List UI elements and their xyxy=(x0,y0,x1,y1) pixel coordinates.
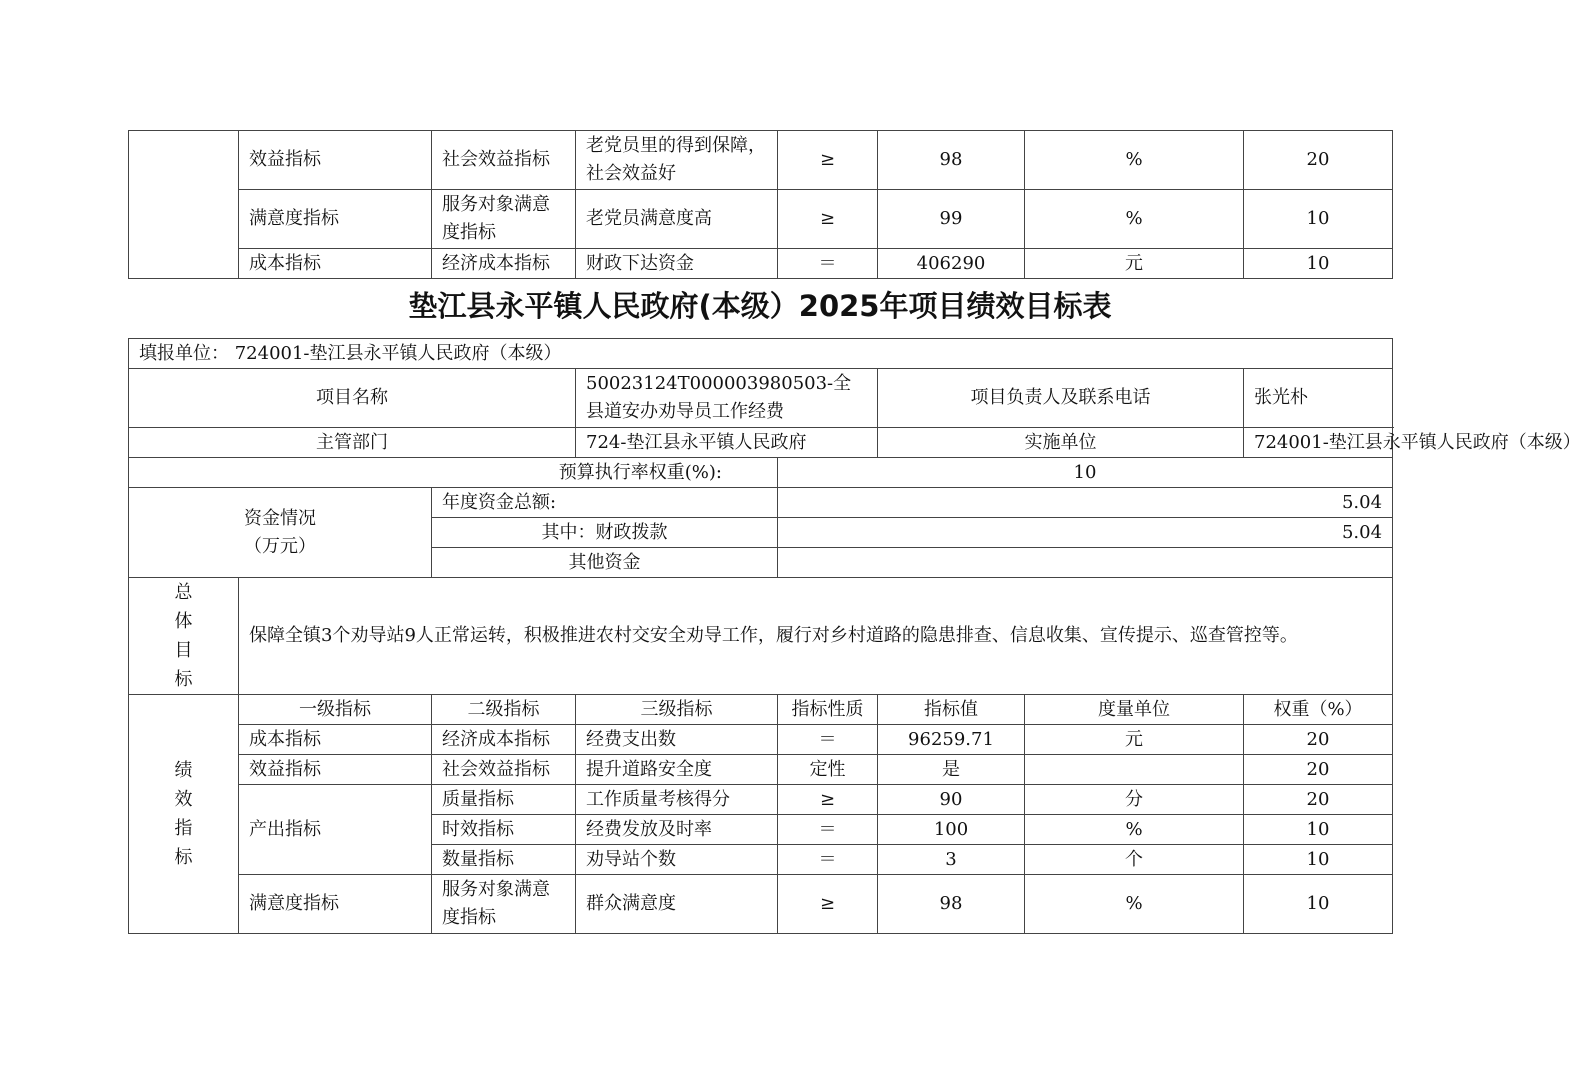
unit-cell xyxy=(1025,755,1244,785)
level1-cell: 产出指标 xyxy=(239,785,432,875)
leader-label: 项目负责人及联系电话 xyxy=(878,369,1244,428)
unit-cell: 元 xyxy=(1025,249,1244,279)
level3-cell: 工作质量考核得分 xyxy=(576,785,778,815)
project-name-label: 项目名称 xyxy=(129,369,576,428)
impl-label: 实施单位 xyxy=(878,428,1244,458)
table-row xyxy=(129,695,1393,725)
table-row xyxy=(129,249,1393,279)
nature-cell: ≥ xyxy=(778,785,878,815)
table-row xyxy=(129,785,1393,815)
nature-cell: 定性 xyxy=(778,755,878,785)
level3-cell: 老党员里的得到保障，社会效益好 xyxy=(576,131,778,190)
level3-cell: 劝导站个数 xyxy=(576,845,778,875)
level2-cell: 时效指标 xyxy=(432,815,576,845)
value-cell: 98 xyxy=(878,131,1025,190)
weight-cell: 10 xyxy=(1244,190,1393,249)
fund-fiscal: 5.04 xyxy=(778,518,1393,548)
table-row xyxy=(129,488,1393,518)
fund-total-label: 年度资金总额: xyxy=(432,488,778,518)
budget-weight: 10 xyxy=(778,458,1393,488)
table-row xyxy=(129,131,1393,190)
level3-cell: 老党员满意度高 xyxy=(576,190,778,249)
table-row xyxy=(129,339,1393,369)
value-cell: 406290 xyxy=(878,249,1025,279)
value-cell: 98 xyxy=(878,875,1025,934)
value-cell: 96259.71 xyxy=(878,725,1025,755)
perf-label: 绩 效 指 标 xyxy=(129,695,239,934)
unit-cell: % xyxy=(1025,875,1244,934)
level2-cell: 质量指标 xyxy=(432,785,576,815)
level3-cell: 财政下达资金 xyxy=(576,249,778,279)
dept-label: 主管部门 xyxy=(129,428,576,458)
fund-label-line2: （万元） xyxy=(244,535,316,557)
table-row xyxy=(129,428,1393,458)
weight-cell: 20 xyxy=(1244,725,1393,755)
fund-total: 5.04 xyxy=(778,488,1393,518)
weight-cell: 10 xyxy=(1244,875,1393,934)
nature-cell: ≥ xyxy=(778,190,878,249)
value-cell: 100 xyxy=(878,815,1025,845)
continued-indicator-table xyxy=(128,130,1393,279)
level1-cell: 满意度指标 xyxy=(239,875,432,934)
weight-cell: 10 xyxy=(1244,249,1393,279)
level3-cell: 群众满意度 xyxy=(576,875,778,934)
nature-cell: ≥ xyxy=(778,131,878,190)
level2-cell: 经济成本指标 xyxy=(432,249,576,279)
level2-cell: 服务对象满意度指标 xyxy=(432,875,576,934)
nature-cell: ＝ xyxy=(778,845,878,875)
level2-cell: 数量指标 xyxy=(432,845,576,875)
level1-cell: 效益指标 xyxy=(239,755,432,785)
unit-cell: % xyxy=(1025,131,1244,190)
fund-label xyxy=(129,488,432,578)
project-name: 50023124T000003980503-全县道安办劝导员工作经费 xyxy=(576,369,878,428)
weight-cell: 10 xyxy=(1244,815,1393,845)
weight-cell: 20 xyxy=(1244,785,1393,815)
table-row xyxy=(129,190,1393,249)
unit-cell: 元 xyxy=(1025,725,1244,755)
value-cell: 3 xyxy=(878,845,1025,875)
leader: 张光朴 xyxy=(1244,369,1393,428)
page-title: 垫江县永平镇人民政府(本级）2025年项目绩效目标表 xyxy=(408,289,1112,323)
header-cell: 指标值 xyxy=(878,695,1025,725)
table-row xyxy=(129,578,1393,695)
value-cell: 90 xyxy=(878,785,1025,815)
value-cell: 99 xyxy=(878,190,1025,249)
weight-cell: 10 xyxy=(1244,845,1393,875)
level1-cell: 满意度指标 xyxy=(239,190,432,249)
table-row xyxy=(129,725,1393,755)
level2-cell: 经济成本指标 xyxy=(432,725,576,755)
header-cell: 权重（%） xyxy=(1244,695,1393,725)
level2-cell: 社会效益指标 xyxy=(432,755,576,785)
nature-cell: ≥ xyxy=(778,875,878,934)
header-cell: 指标性质 xyxy=(778,695,878,725)
unit-cell: % xyxy=(1025,815,1244,845)
level2-cell: 社会效益指标 xyxy=(432,131,576,190)
level1-cell: 效益指标 xyxy=(239,131,432,190)
weight-cell: 20 xyxy=(1244,755,1393,785)
header-cell: 二级指标 xyxy=(432,695,576,725)
impl: 724001-垫江县永平镇人民政府（本级） xyxy=(1244,428,1393,458)
unit-cell: 个 xyxy=(1025,845,1244,875)
fund-other xyxy=(778,548,1393,578)
nature-cell: ＝ xyxy=(778,725,878,755)
nature-cell: ＝ xyxy=(778,249,878,279)
goal-label: 总 体 目 标 xyxy=(129,578,239,695)
performance-target-table xyxy=(128,338,1581,934)
weight-cell: 20 xyxy=(1244,131,1393,190)
table-row xyxy=(129,755,1393,785)
unit-cell: 分 xyxy=(1025,785,1244,815)
table-row xyxy=(129,458,1393,488)
header-cell: 一级指标 xyxy=(239,695,432,725)
table-row xyxy=(129,875,1393,934)
level3-cell: 经费支出数 xyxy=(576,725,778,755)
level2-cell: 服务对象满意度指标 xyxy=(432,190,576,249)
level1-cell: 成本指标 xyxy=(239,725,432,755)
blank-cell xyxy=(129,131,239,279)
unit-cell: % xyxy=(1025,190,1244,249)
value-cell: 是 xyxy=(878,755,1025,785)
budget-weight-label: 预算执行率权重(%): xyxy=(129,458,778,488)
nature-cell: ＝ xyxy=(778,815,878,845)
level3-cell: 提升道路安全度 xyxy=(576,755,778,785)
header-cell: 度量单位 xyxy=(1025,695,1244,725)
fund-fiscal-label: 其中：财政拨款 xyxy=(432,518,778,548)
fund-label-line1: 资金情况 xyxy=(244,507,316,529)
level1-cell: 成本指标 xyxy=(239,249,432,279)
fill-unit: 填报单位： 724001-垫江县永平镇人民政府（本级） xyxy=(129,339,1393,369)
dept: 724-垫江县永平镇人民政府 xyxy=(576,428,878,458)
header-cell: 三级指标 xyxy=(576,695,778,725)
fund-other-label: 其他资金 xyxy=(432,548,778,578)
level3-cell: 经费发放及时率 xyxy=(576,815,778,845)
goal-text: 保障全镇3个劝导站9人正常运转，积极推进农村交安全劝导工作，履行对乡村道路的隐患排查、信息收集、宣传提示、巡查管控等。 xyxy=(239,578,1393,695)
table-row xyxy=(129,369,1393,428)
